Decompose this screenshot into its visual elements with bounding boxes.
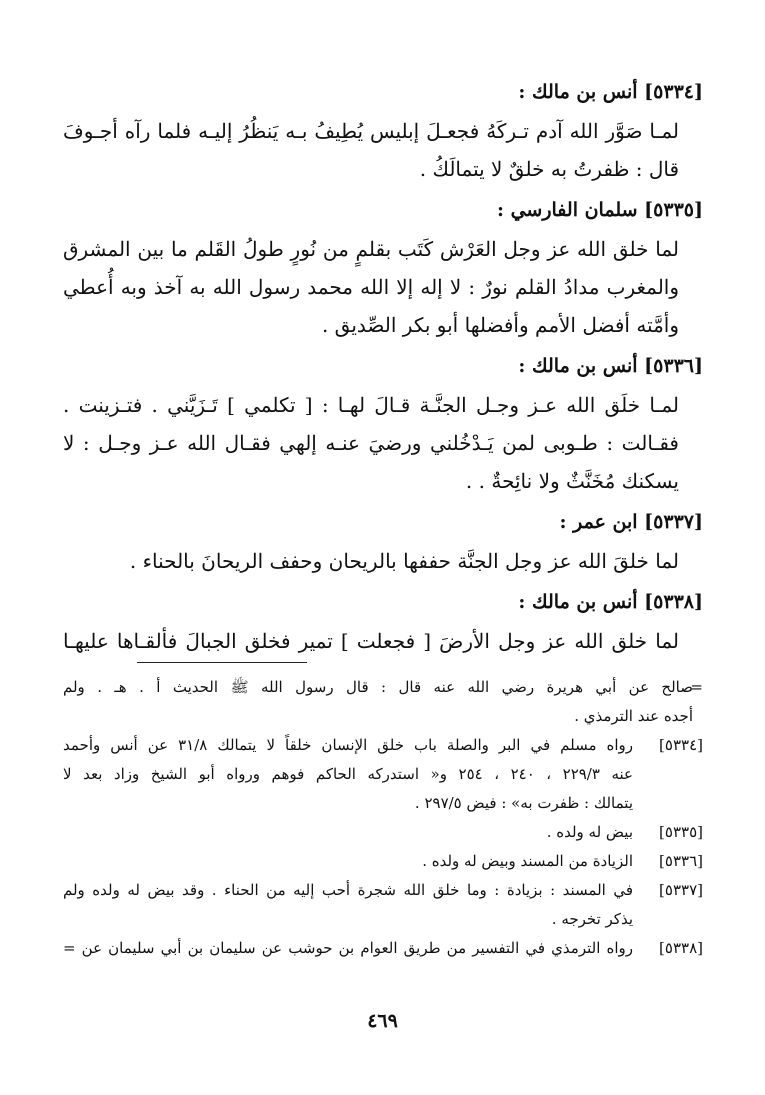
footnote-ref: [٥٣٣٨] (659, 939, 703, 957)
footnote-5336 (63, 847, 703, 876)
footnote-ref: = (690, 678, 703, 696)
footnote-body (63, 876, 633, 934)
entry-text-line: لمـا خلَق الله عـز وجـل الجنَّـة قـالَ لهـا : [ تكلمي ] تَـزَيَّني . فتـزينت . (63, 393, 679, 417)
entry-number: [٥٣٣٥] (644, 199, 703, 221)
footnote-body (63, 673, 693, 731)
footnote-5335 (63, 818, 703, 847)
hadith-entry-5337 (63, 508, 703, 580)
footnote-line: رواه مسلم في البر والصلة باب خلق الإنسان خلقاً لا يتمالك ٣١/٨ عن أنس وأحمد (63, 736, 634, 754)
footnote-line: رواه الترمذي في التفسير من طريق العوام بن حوشب عن سليمان بن أبي سليمان عن = (63, 939, 633, 957)
entry-text-line: والمغرب مدادُ القلم نورٌ : لا إله إلا الله محمد رسول الله به آخذ وبه أُعطي (63, 275, 679, 299)
footnote-ref: [٥٣٣٥] (659, 823, 703, 841)
entry-text-line: لما خلقَ الله عز وجل الجنَّة حففها بالريحان وحفف الريحانَ بالحناء . (129, 549, 679, 573)
footnote-ref: [٥٣٣٦] (659, 852, 703, 870)
entry-heading (63, 196, 703, 224)
entry-number: [٥٣٣٧] (644, 511, 703, 533)
footnote-5334 (63, 731, 703, 818)
hadith-entry-5335 (63, 196, 703, 344)
footnote-line: الزيادة من المسند وبيض له ولده . (422, 852, 633, 870)
entry-heading (63, 352, 703, 380)
entry-number: [٥٣٣٨] (644, 591, 703, 613)
entry-text-line: لما خلق الله عز وجل الأرضَ [ فجعلت ] تمير فخلق الجبالَ فألقـاها عليهـا (63, 629, 679, 653)
footnote-line: يتمالك : ظفرت به» : فيض ٢٩٧/٥ . (414, 794, 633, 812)
footnote-line: عنه ٢٢٩/٣ ، ٢٤٠ ، ٢٥٤ و« استدركه الحاكم فوهم ورواه أبو الشيخ وزاد بعد لا (63, 765, 633, 783)
entry-heading (63, 588, 703, 616)
entry-number: [٥٣٣٦] (644, 355, 703, 377)
page-content (63, 78, 703, 963)
footnote-line: بيض له ولده . (546, 823, 633, 841)
entry-text-line: لما خلق الله عز وجل العَرْش كَتَب بقلمٍ من نُورٍ طولُ القَلم ما بين المشرق (63, 237, 679, 261)
entry-heading (63, 508, 703, 536)
entry-narrator: أنس بن مالك : (518, 355, 638, 377)
footnote-line: أجده عند الترمذي . (574, 707, 693, 725)
footnote-line: يذكر تخرجه . (551, 910, 633, 928)
entry-text-line: لمـا صَوَّر الله آدم تـركَهُ فجعـلَ إبليس يُطِيفُ بـه يَنظُرُ إليـه فلما رآه أجـوفَ (63, 119, 679, 143)
footnote-body (63, 818, 633, 847)
entry-heading (63, 78, 703, 106)
footnote-line: في المسند : بزيادة : وما خلق الله شجرة أحب إليه من الحناء . وقد بيض له ولده ولم (63, 881, 633, 899)
footnote-divider (137, 662, 307, 663)
hadith-entry-5336 (63, 352, 703, 500)
footnote-body (63, 731, 633, 818)
footnote-body (63, 847, 633, 876)
entry-text-line: فقـالت : طـوبى لمن يَـدْخُلني ورضيَ عنـه إلهي فقـال الله عـز وجـل : لا (63, 431, 679, 455)
hadith-entry-5334 (63, 78, 703, 188)
entry-narrator: ابن عمر : (559, 511, 638, 533)
footnote-body (63, 934, 633, 963)
footnote-ref: [٥٣٣٤] (659, 736, 703, 754)
entry-narrator: أنس بن مالك : (518, 591, 638, 613)
footnote-5338 (63, 934, 703, 963)
footnote-continuation (63, 673, 703, 731)
hadith-entry-5338 (63, 588, 703, 660)
entry-number: [٥٣٣٤] (644, 81, 703, 103)
page-number: ٤٦٩ (367, 1010, 398, 1032)
footnotes (63, 673, 703, 963)
footnote-5337 (63, 876, 703, 934)
footnote-ref: [٥٣٣٧] (659, 881, 703, 899)
entry-text-line: يسكنك مُخَنَّثٌ ولا نائِحةٌ . . (465, 469, 679, 493)
entry-text-line: قال : ظفرتُ به خلقٌ لا يتمالَكُ . (419, 157, 679, 181)
entry-narrator: أنس بن مالك : (518, 81, 638, 103)
entry-narrator: سلمان الفارسي : (496, 199, 638, 221)
footnote-line: صالح عن أبي هريرة رضي الله عنه قال : قال رسول الله ﷺ الحديث أ . هـ . ولم (63, 678, 693, 696)
entry-text-line: وأمَّته أفضل الأمم وأفضلها أبو بكر الصِّديق . (321, 313, 679, 337)
